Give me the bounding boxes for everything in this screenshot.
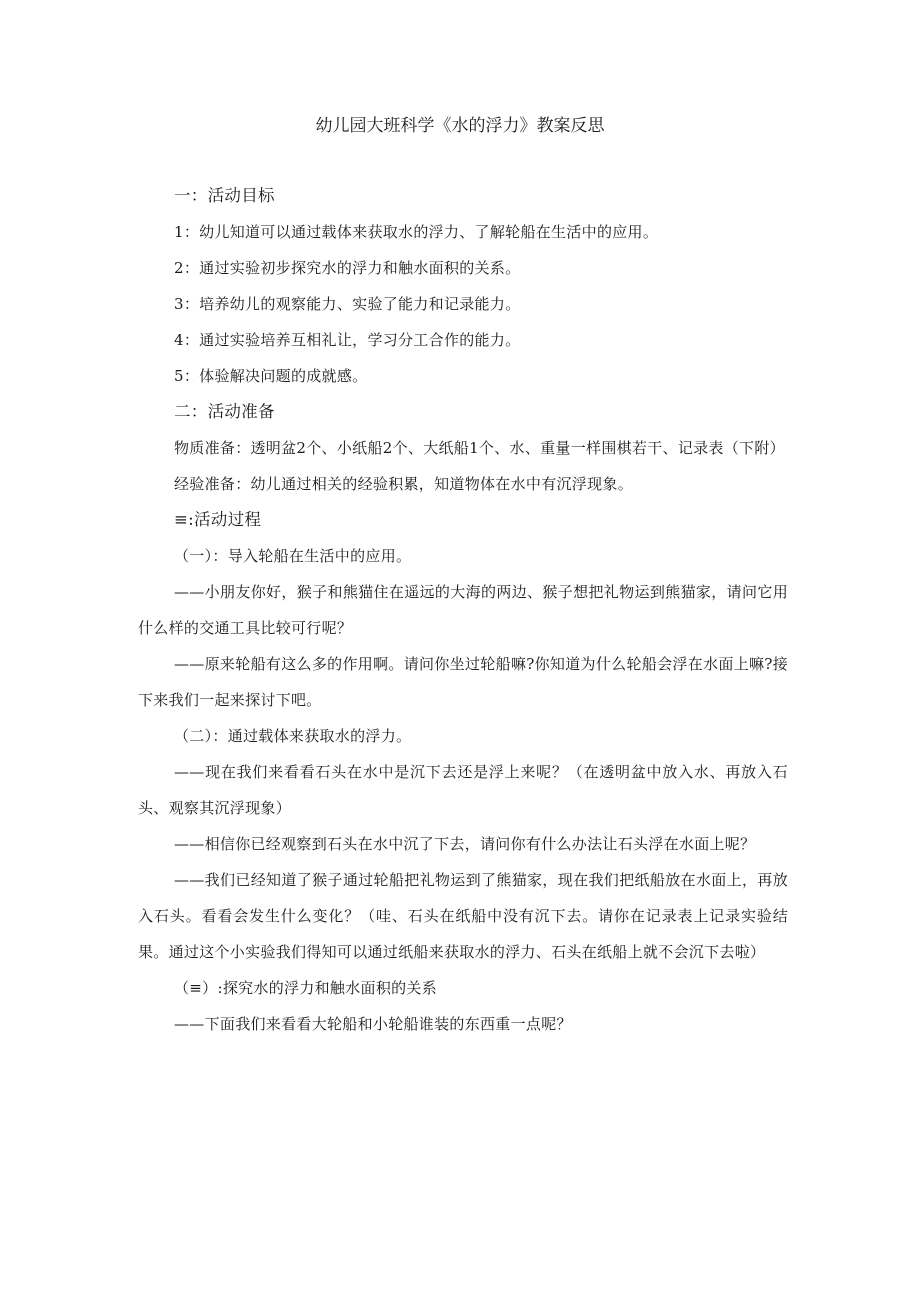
process-step-2-heading: （二）：通过载体来获取水的浮力。 xyxy=(174,727,412,745)
goal-item-5: 5：体验解决问题的成就感。 xyxy=(174,367,368,385)
goal-item-2: 2：通过实验初步探究水的浮力和触水面积的关系。 xyxy=(174,259,521,277)
process-step-3-heading: （≡）:探究水的浮力和触水面积的关系 xyxy=(174,979,438,997)
document-body xyxy=(138,178,788,1042)
process-paragraph: ——相信你已经观察到石头在水中沉了下去，请问你有什么办法让石头浮在水面上呢？ xyxy=(174,835,756,853)
process-paragraph: ——下面我们来看看大轮船和小轮船谁装的东西重一点呢？ xyxy=(174,1015,572,1033)
goal-item-1: 1：幼儿知道可以通过载体来获取水的浮力、了解轮船在生活中的应用。 xyxy=(174,223,659,241)
goal-item-3: 3：培养幼儿的观察能力、实验了能力和记录能力。 xyxy=(174,295,521,313)
process-paragraph: ——原来轮船有这么多的作用啊。请问你坐过轮船嘛?你知道为什么轮船会浮在水面上嘛?接下来我们一起来探讨下吧。 xyxy=(138,655,788,709)
section-heading-goals: 一：活动目标 xyxy=(174,186,275,205)
document-title: 幼儿园大班科学《水的浮力》教案反思 xyxy=(315,116,605,136)
process-step-1-heading: （一）：导入轮船在生活中的应用。 xyxy=(174,547,412,565)
material-preparation: 物质准备：透明盆2个、小纸船2个、大纸船1个、水、重量一样围棋若干、记录表（下附） xyxy=(174,439,785,457)
goal-item-4: 4：通过实验培养互相礼让，学习分工合作的能力。 xyxy=(174,331,521,349)
experience-preparation: 经验准备：幼儿通过相关的经验积累，知道物体在水中有沉浮现象。 xyxy=(174,475,634,493)
section-heading-preparation: 二：活动准备 xyxy=(174,402,275,421)
section-heading-process: ≡:活动过程 xyxy=(174,510,262,529)
process-paragraph: ——我们已经知道了猴子通过轮船把礼物运到了熊猫家，现在我们把纸船放在水面上，再放入石头。看看会发生什么变化？（哇、石头在纸船中没有沉下去。请你在记录表上记录实验结果。通过这个小实验我们得知可以通过纸船来获取水的浮力、石头在纸船上就不会沉下去啦） xyxy=(138,871,788,961)
process-paragraph: ——小朋友你好，猴子和熊猫住在遥远的大海的两边、猴子想把礼物运到熊猫家，请问它用什么样的交通工具比较可行呢？ xyxy=(138,583,788,637)
process-paragraph: ——现在我们来看看石头在水中是沉下去还是浮上来呢？（在透明盆中放入水、再放入石头、观察其沉浮现象） xyxy=(138,763,788,817)
